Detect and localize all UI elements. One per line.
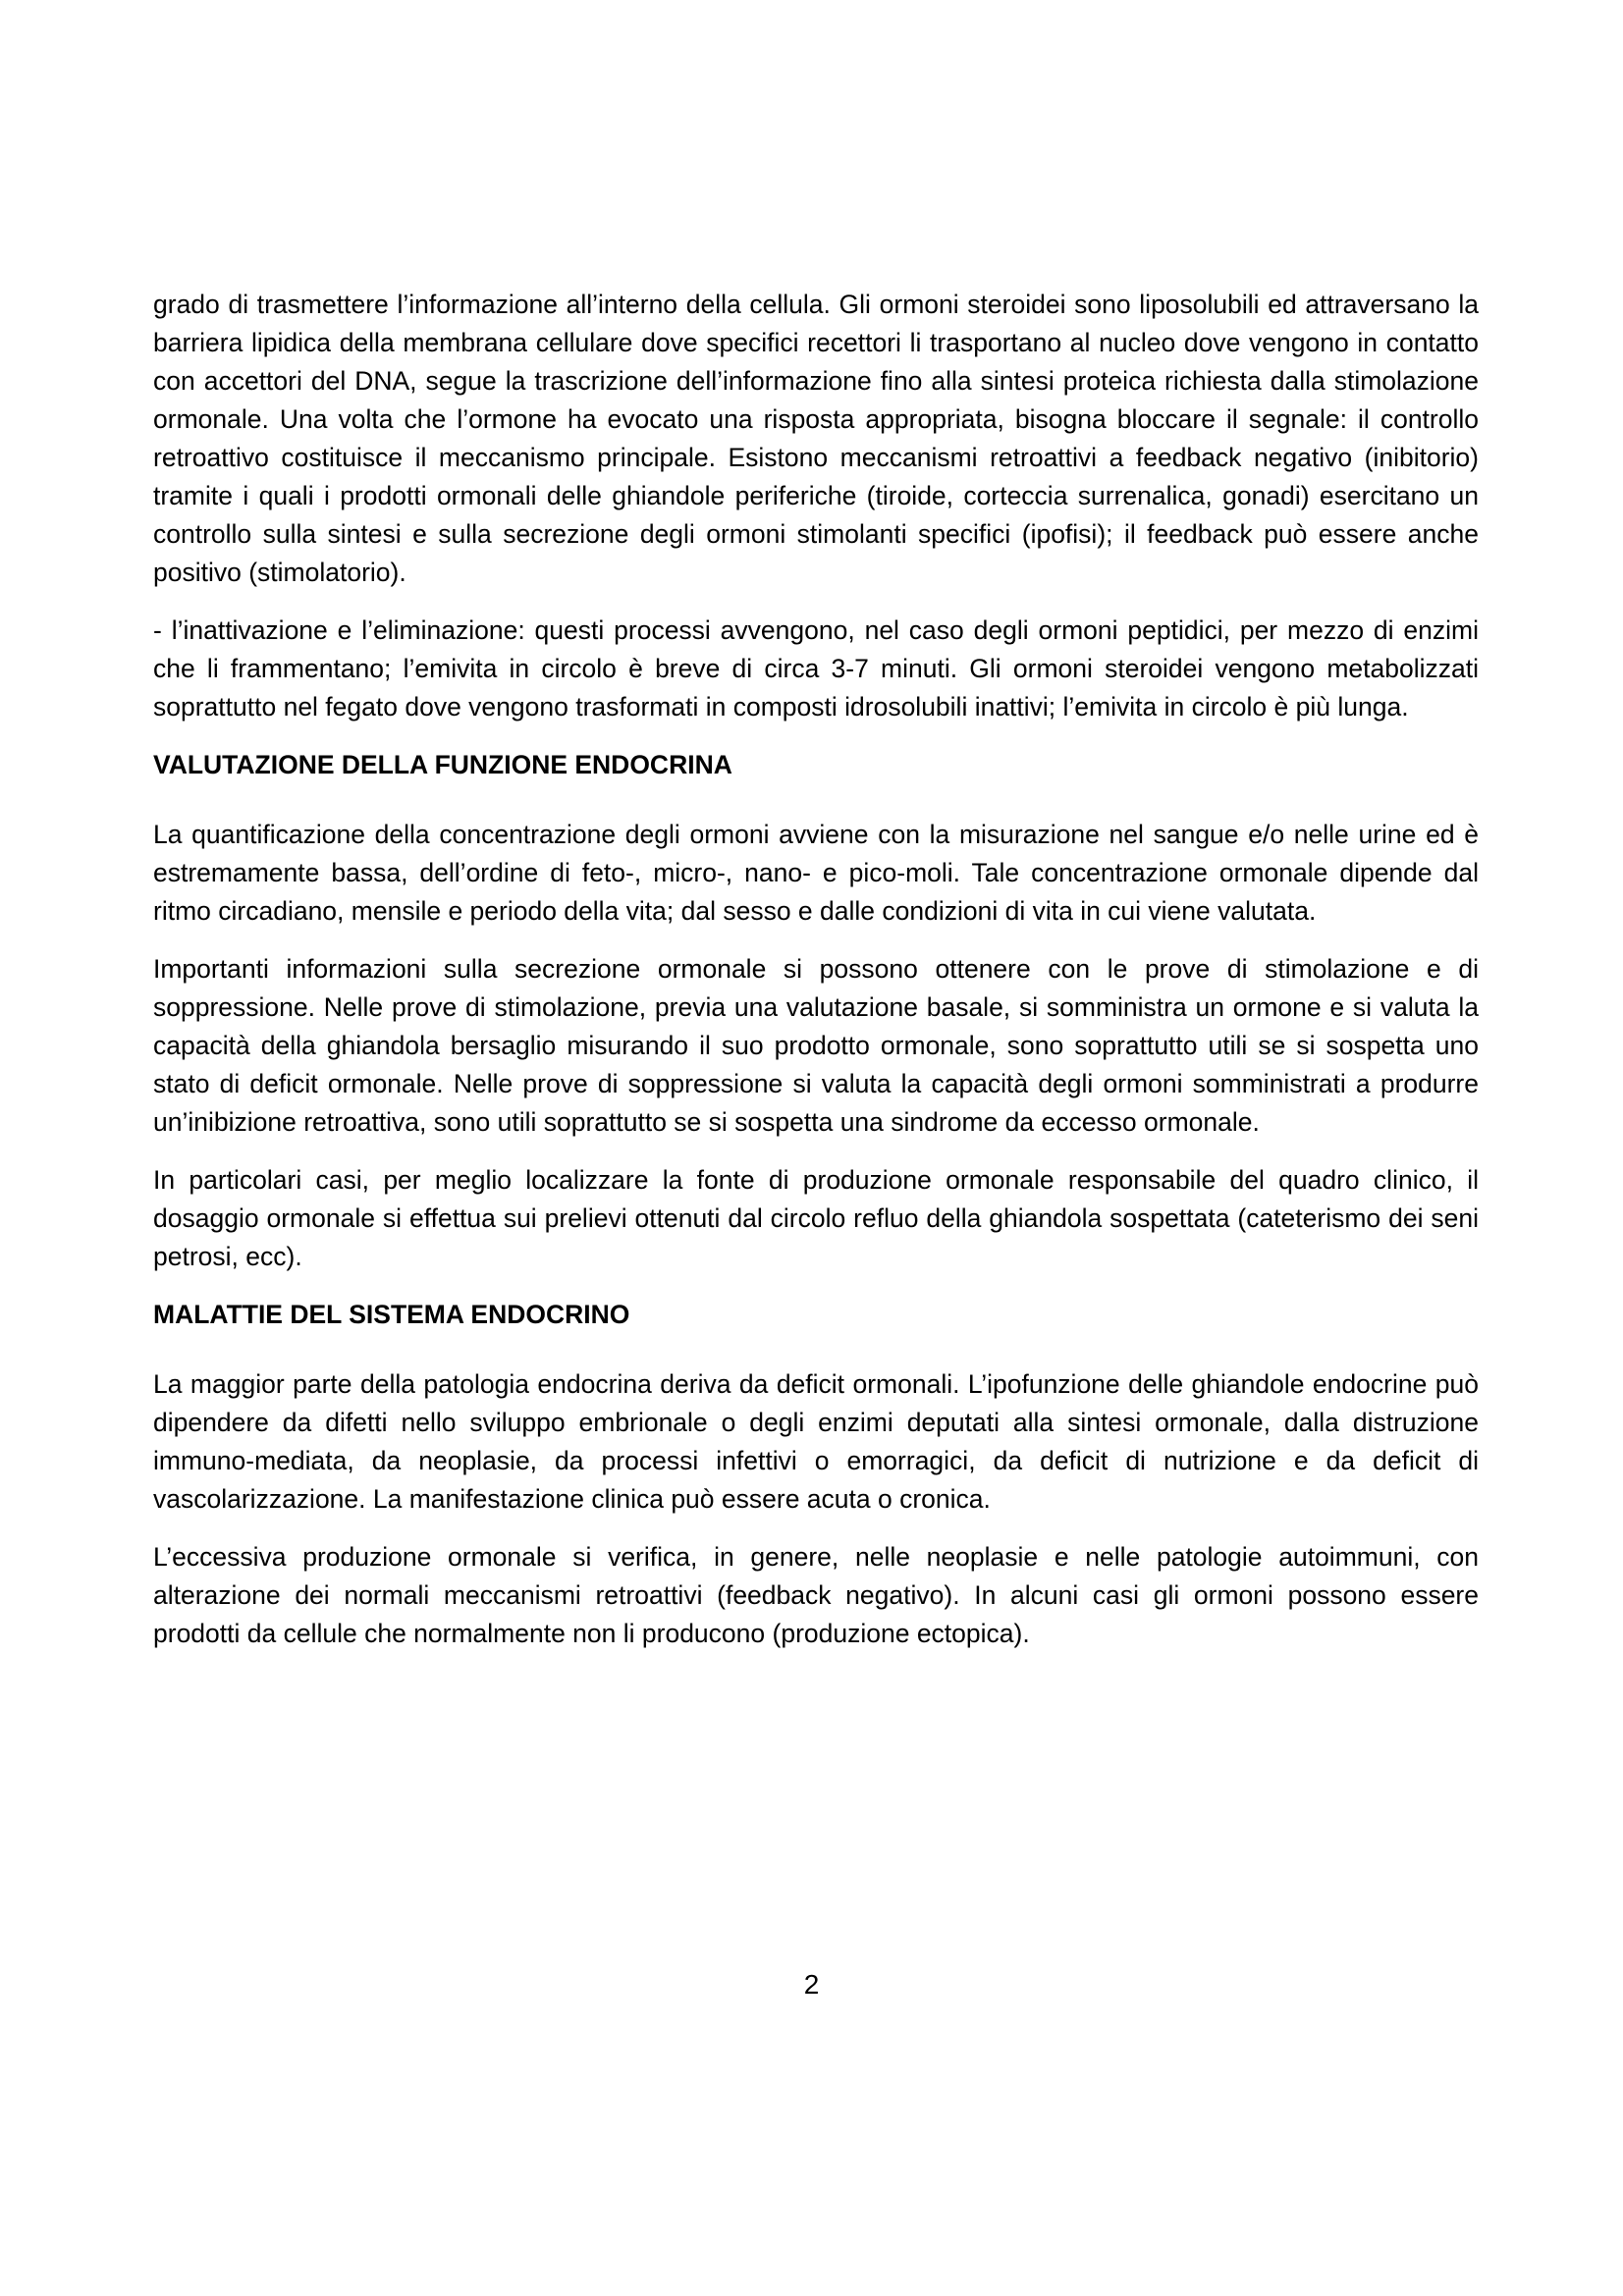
paragraph-hormone-deficit: La maggior parte della patologia endocrina deriva da deficit ormonali. L’ipofunzione delle ghiandole endocrine può dipendere da difetti nello sviluppo embrionale o degli enzimi deputati alla sintesi ormonale, dalla distruzione immuno-mediata, da neoplasie, da processi infettivi o emorragici, da deficit di nutrizione e da deficit di vascolarizzazione. La manifestazione clinica può essere acuta o cronica.	[153, 1369, 1479, 1514]
section-heading-evaluation: VALUTAZIONE DELLA FUNZIONE ENDOCRINA	[153, 750, 732, 779]
paragraph-excess-production: L’eccessiva produzione ormonale si verifica, in genere, nelle neoplasie e nelle patologie autoimmuni, con alterazione dei normali meccanismi retroattivi (feedback negativo). In alcuni casi gli ormoni possono essere prodotti da cellule che normalmente non li producono (produzione ectopica).	[153, 1542, 1479, 1648]
page-content	[153, 286, 1479, 1673]
paragraph-stimulation-tests: Importanti informazioni sulla secrezione ormonale si possono ottenere con le prove di stimolazione e di soppressione. Nelle prove di stimolazione, previa una valutazione basale, si somministra un ormone e si valuta la capacità della ghiandola bersaglio misurando il suo prodotto ormonale, sono soprattutto utili se si sospetta uno stato di deficit ormonale. Nelle prove di soppressione si valuta la capacità degli ormoni somministrati a produrre un’inibizione retroattiva, sono utili soprattutto se si sospetta una sindrome da eccesso ormonale.	[153, 954, 1479, 1137]
paragraph-hormone-signaling: grado di trasmettere l’informazione all’interno della cellula. Gli ormoni steroidei sono liposolubili ed attraversano la barriera lipidica della membrana cellulare dove specifici recettori li trasportano al nucleo dove vengono in contatto con accettori del DNA, segue la trascrizione dell’informazione fino alla sintesi proteica richiesta dalla stimolazione ormonale. Una volta che l’ormone ha evocato una risposta appropriata, bisogna bloccare il segnale: il controllo retroattivo costituisce il meccanismo principale. Esistono meccanismi retroattivi a feedback negativo (inibitorio) tramite i quali i prodotti ormonali delle ghiandole periferiche (tiroide, corteccia surrenalica, gonadi) esercitano un controllo sulla sintesi e sulla secrezione degli ormoni stimolanti specifici (ipofisi); il feedback può essere anche positivo (stimolatorio).	[153, 290, 1479, 587]
paragraph-quantification: La quantificazione della concentrazione degli ormoni avviene con la misurazione nel sangue e/o nelle urine ed è estremamente bassa, dell’ordine di feto-, micro-, nano- e pico-moli. Tale concentrazione ormonale dipende dal ritmo circadiano, mensile e periodo della vita; dal sesso e dalle condizioni di vita in cui viene valutata.	[153, 820, 1479, 926]
paragraph-particular-cases: In particolari casi, per meglio localizzare la fonte di produzione ormonale responsabile del quadro clinico, il dosaggio ormonale si effettua sui prelievi ottenuti dal circolo refluo della ghiandola sospettata (cateterismo dei seni petrosi, ecc).	[153, 1165, 1479, 1271]
section-heading-diseases: MALATTIE DEL SISTEMA ENDOCRINO	[153, 1300, 630, 1329]
paragraph-inactivation: - l’inattivazione e l’eliminazione: questi processi avvengono, nel caso degli ormoni peptidici, per mezzo di enzimi che li frammentano; l’emivita in circolo è breve di circa 3-7 minuti. Gli ormoni steroidei vengono metabolizzati soprattutto nel fegato dove vengono trasformati in composti idrosolubili inattivi; l’emivita in circolo è più lunga.	[153, 615, 1479, 721]
page-number: 2	[803, 1969, 820, 2000]
